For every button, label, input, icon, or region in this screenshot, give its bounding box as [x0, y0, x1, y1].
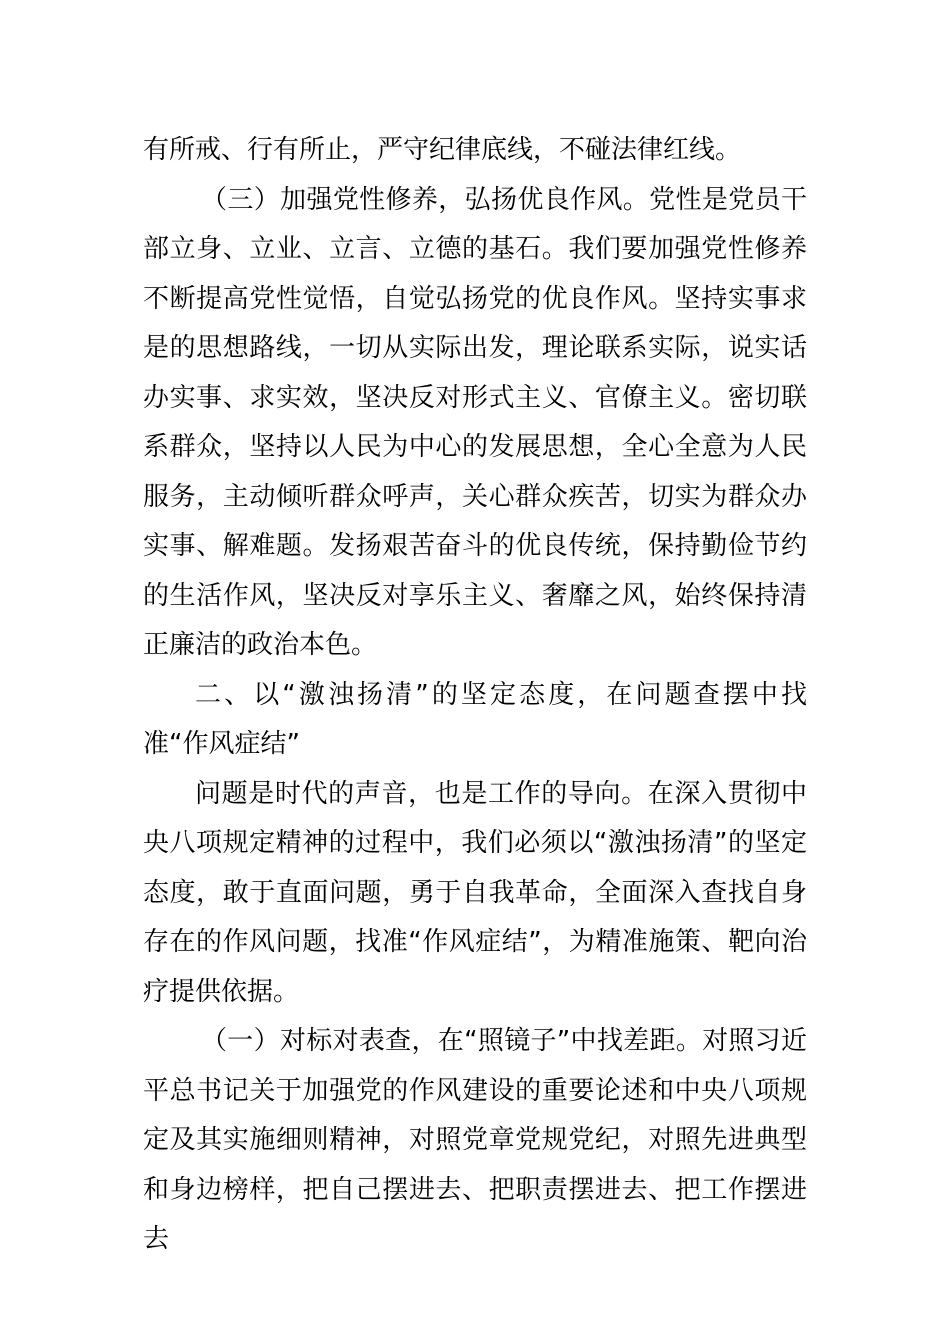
paragraph-section-three: （三）加强党性修养，弘扬优良作风。党性是党员干部立身、立业、立言、立德的基石。我们要加强党性修养不断提高党性觉悟，自觉弘扬党的优良作风。坚持实事求是的思想路线，一切从实际出发，理论联系实际，说实话办实事、求实效，坚决反对形式主义、官僚主义。密切联系群众，坚持以人民为中心的发展思想，全心全意为人民服务，主动倾听群众呼声，关心群众疾苦，切实为群众办实事、解难题。发扬艰苦奋斗的优良传统，保持勤俭节约的生活作风，坚决反对享乐主义、奢靡之风，始终保持清正廉洁的政治本色。 — [143, 184, 807, 660]
paragraph-part-two-intro: 问题是时代的声音，也是工作的导向。在深入贯彻中央八项规定精神的过程中，我们必须以“激浊扬清”的坚定态度，敢于直面问题，勇于自我革命，全面深入查找自身存在的作风问题，找准“作风症结”，为精准施策、靶向治疗提供依据。 — [143, 778, 807, 1007]
heading-part-two: 二、以“激浊扬清”的坚定态度，在问题查摆中找准“作风症结” — [143, 679, 807, 759]
paragraph-section-one: （一）对标对表查，在“照镜子”中找差距。对照习近平总书记关于加强党的作风建设的重要论述和中央八项规定及其实施细则精神，对照党章党规党纪，对照先进典型和身边榜样，把自己摆进去、把职责摆进去、把工作摆进去 — [143, 1026, 807, 1254]
paragraph-continuation: 有所戒、行有所止，严守纪律底线，不碰法律红线。 — [143, 135, 742, 165]
document-body — [143, 126, 807, 1265]
